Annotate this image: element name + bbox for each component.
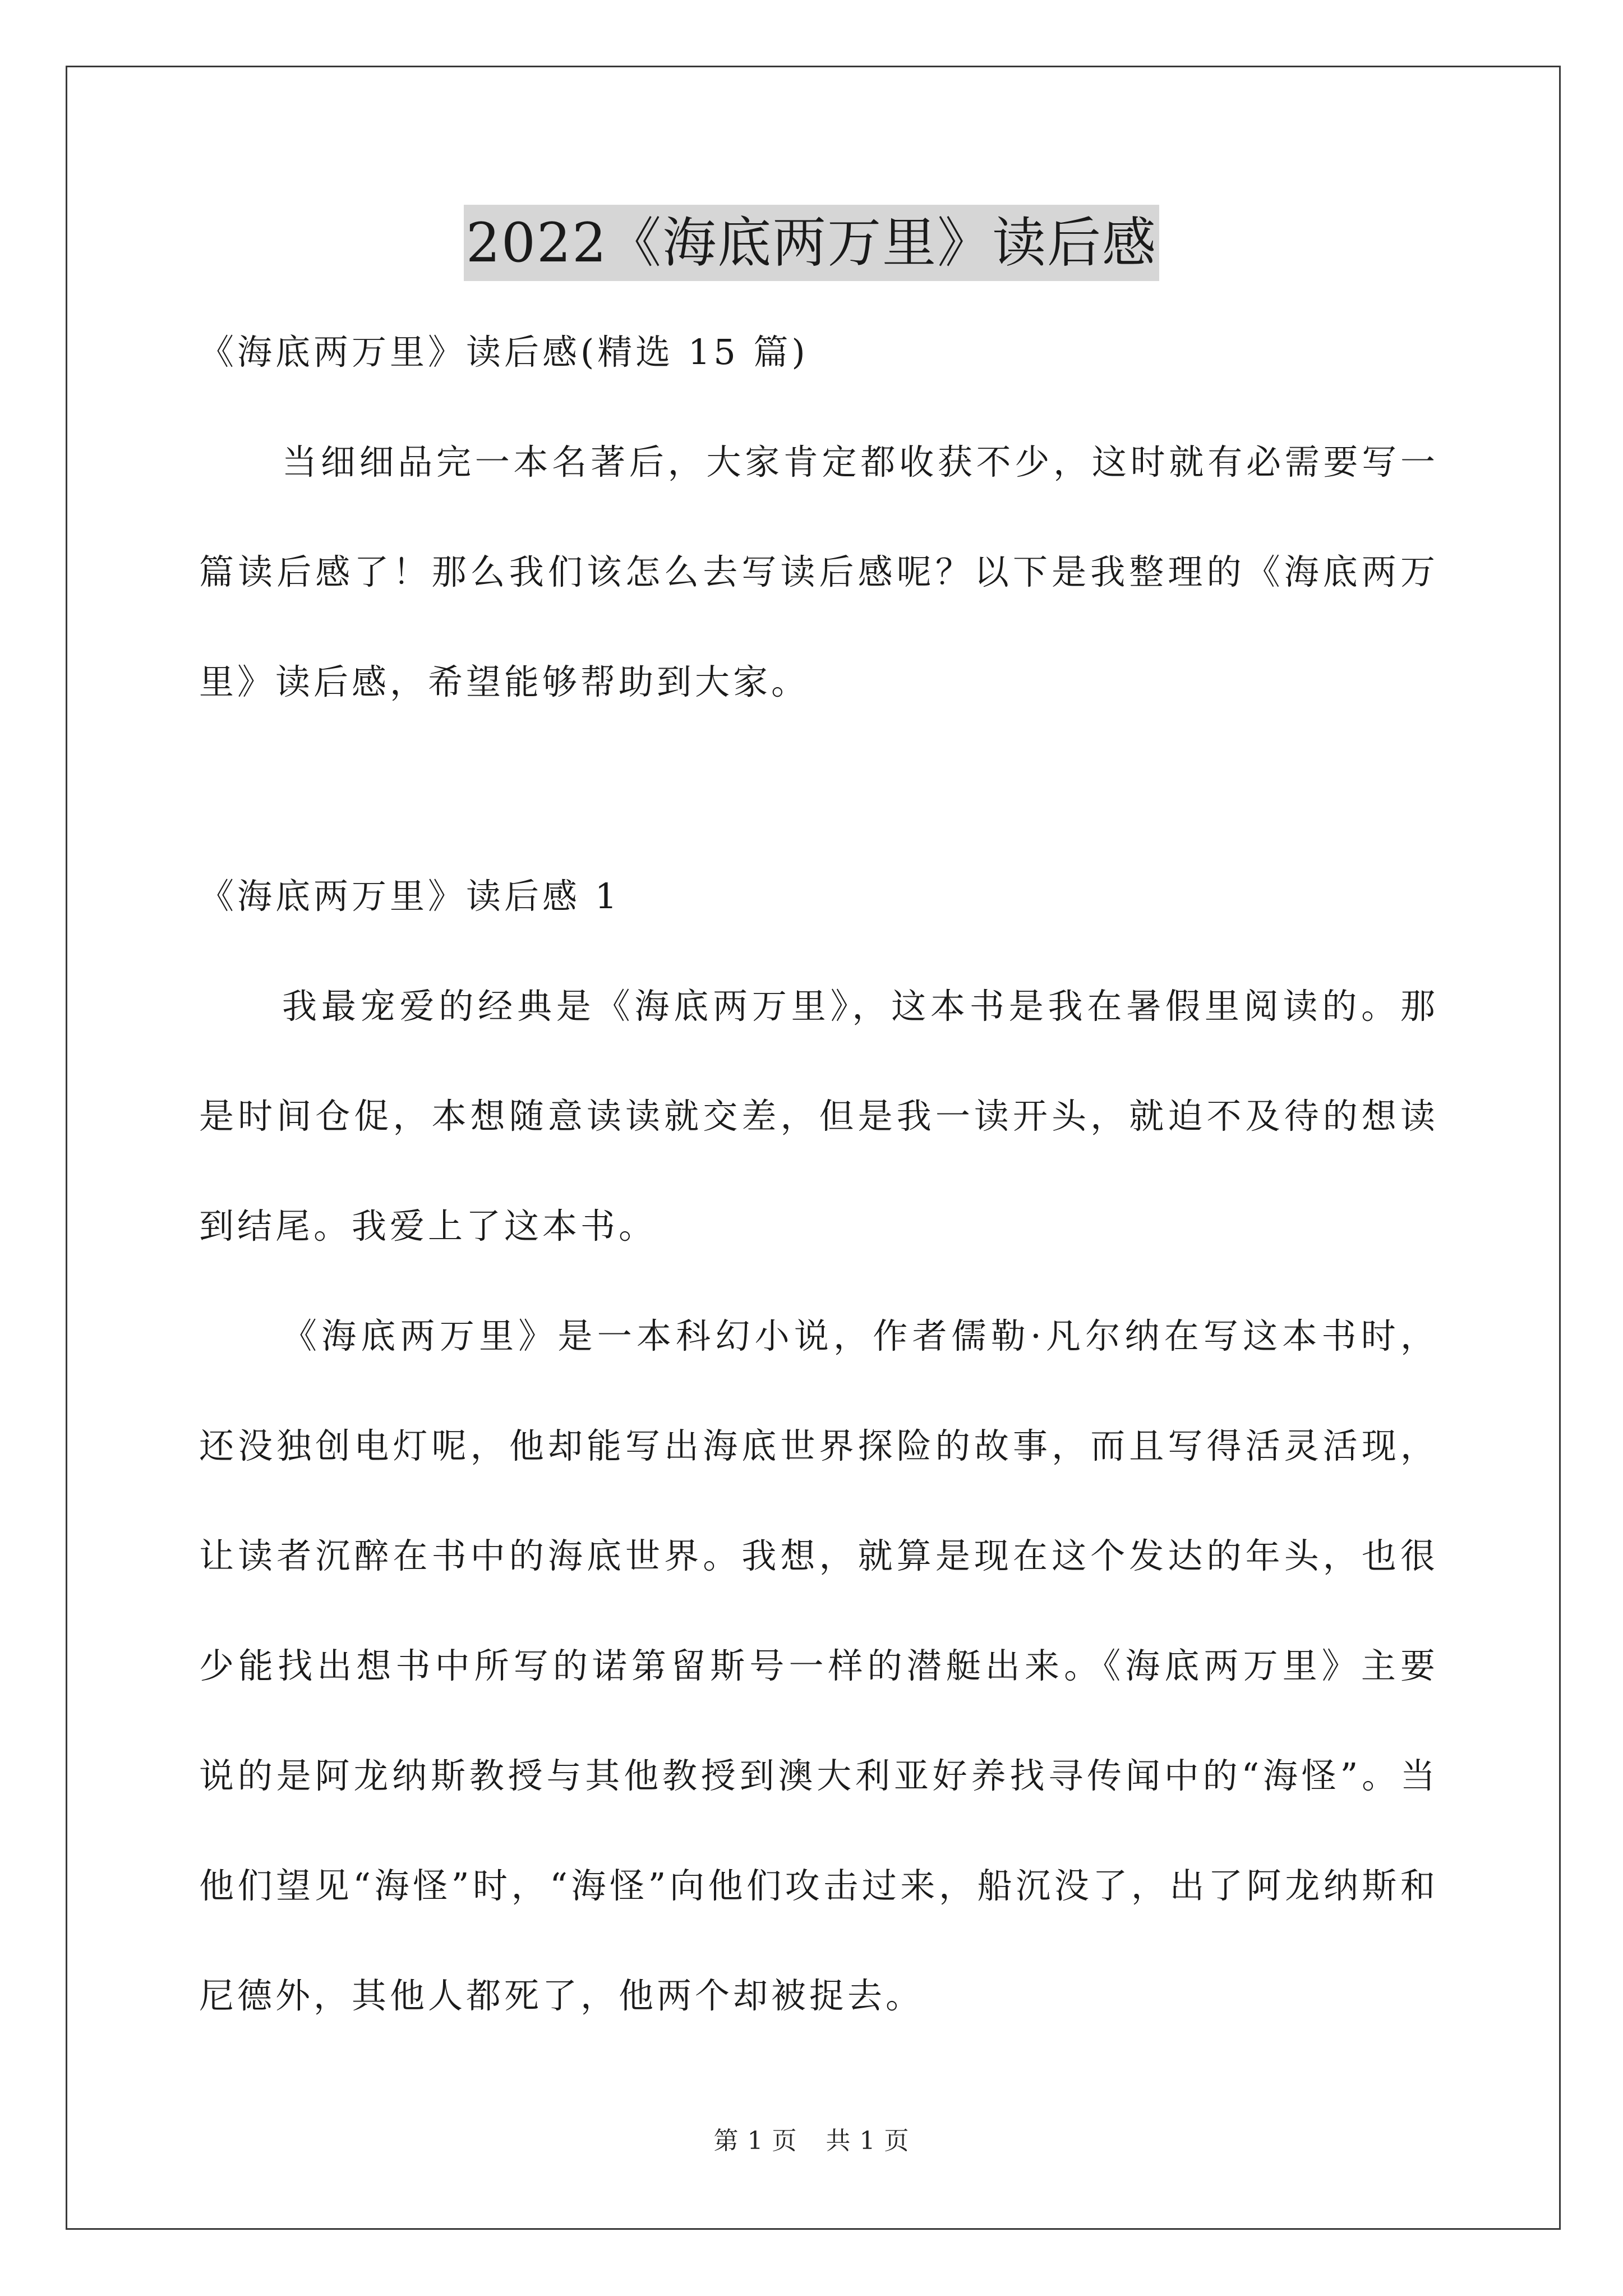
document-title: 2022《海底两万里》读后感 xyxy=(464,205,1159,281)
section-heading: 《海底两万里》读后感 1 xyxy=(199,876,621,917)
intro-paragraph: 当细细品完一本名著后，大家肯定都收获不少，这时就有必需要写一篇读后感了！那么我们该怎么去写读后感呢？以下是我整理的《海底两万里》读后感，希望能够帮助到大家。 xyxy=(199,441,1438,702)
document-body xyxy=(199,297,1438,2051)
body-paragraph-1: 我最宠爱的经典是《海底两万里》，这本书是我在暑假里阅读的。那是时间仓促，本想随意读读就交差，但是我一读开头，就迫不及待的想读到结尾。我爱上了这本书。 xyxy=(199,986,1438,1246)
paragraph-gap xyxy=(199,737,1438,841)
title-container xyxy=(0,205,1623,281)
page-number: 第 1 页 xyxy=(713,2127,797,2155)
page-total: 共 1 页 xyxy=(826,2127,910,2155)
body-paragraph-2: 《海底两万里》是一本科幻小说，作者儒勒·凡尔纳在写这本书时，还没独创电灯呢，他却能写出海底世界探险的故事，而且写得活灵活现，让读者沉醉在书中的海底世界。我想，就算是现在这个发达的年头，也很少能找出想书中所写的诺第留斯号一样的潜艇出来。《海底两万里》主要说的是阿龙纳斯教授与其他教授到澳大利亚好养找寻传闻中的“海怪”。当他们望见“海怪”时，“海怪”向他们攻击过来，船沉没了，出了阿龙纳斯和尼德外，其他人都死了，他两个却被捉去。 xyxy=(199,1315,1438,2016)
page-footer xyxy=(0,2120,1623,2156)
document-subtitle: 《海底两万里》读后感(精选 15 篇) xyxy=(199,332,809,372)
